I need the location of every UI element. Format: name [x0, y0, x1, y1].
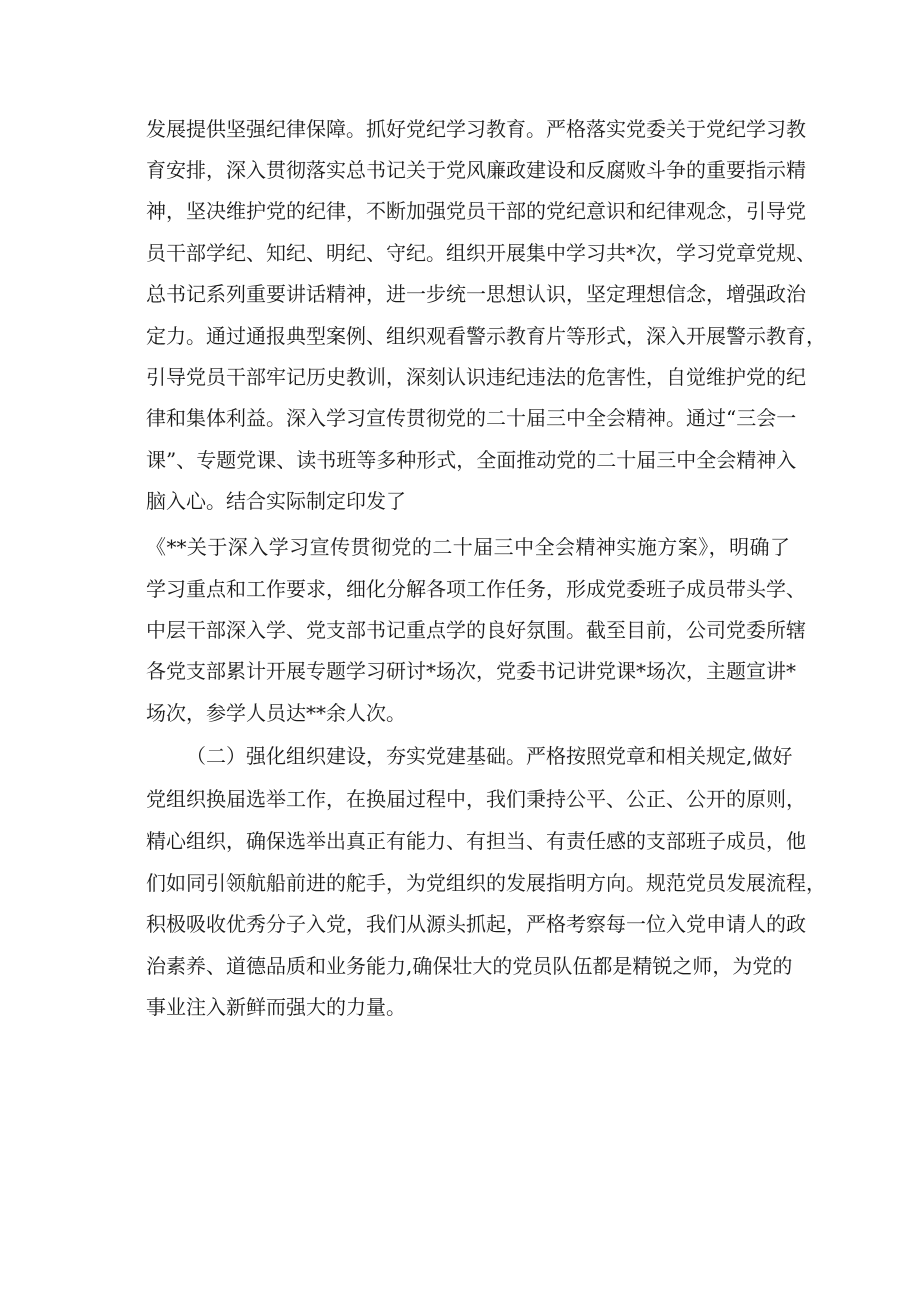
text-line: 神，坚决维护党的纪律，不断加强党员干部的党纪意识和纪律观念，引导党 — [146, 199, 806, 223]
text-line: 总书记系列重要讲话精神，进一步统一思想认识，坚定理想信念，增强政治 — [146, 282, 806, 306]
text-line: 各党支部累计开展专题学习研讨*场次，党委书记讲党课*场次，主题宣讲* — [146, 659, 796, 683]
text-line: 精心组织，确保选举出真正有能力、有担当、有责任感的支部班子成员，他 — [146, 829, 806, 853]
text-line: 学习重点和工作要求，细化分解各项工作任务，形成党委班子成员带头学、 — [146, 577, 806, 601]
text-line: 们如同引领航船前进的舵手，为党组织的发展指明方向。规范党员发展流程， — [146, 871, 826, 895]
text-line: 引导党员干部牢记历史教训，深刻认识违纪违法的危害性，自觉维护党的纪 — [146, 365, 806, 389]
text-line: 积极吸收优秀分子入党，我们从源头抓起，严格考察每一位入党申请人的政 — [146, 912, 806, 936]
text-line: 律和集体利益。深入学习宣传贯彻党的二十届三中全会精神。通过“三会一 — [146, 406, 797, 430]
text-line: 课”、专题党课、读书班等多种形式，全面推动党的二十届三中全会精神入 — [146, 448, 797, 472]
text-line: 党组织换届选举工作，在换届过程中，我们秉持公平、公正、公开的原则， — [146, 787, 806, 811]
text-line: 中层干部深入学、党支部书记重点学的良好氛围。截至目前，公司党委所辖 — [146, 618, 806, 642]
text-line: 治素养、道德品质和业务能力,确保壮大的党员队伍都是精锐之师，为党的 — [146, 954, 793, 978]
text-line: 定力。通过通报典型案例、组织观看警示教育片等形式，深入开展警示教育， — [146, 324, 826, 348]
text-line: 脑入心。结合实际制定印发了 — [146, 489, 406, 513]
text-line: 场次，参学人员达**余人次。 — [146, 701, 406, 725]
text-line: 事业注入新鲜而强大的力量。 — [146, 995, 406, 1019]
text-line: 育安排，深入贯彻落实总书记关于党风廉政建设和反腐败斗争的重要指示精 — [146, 158, 806, 182]
text-line: 《**关于深入学习宣传贯彻党的二十届三中全会精神实施方案》，明确了 — [146, 535, 790, 559]
text-line: （二）强化组织建设，夯实党建基础。严格按照党章和相关规定,做好 — [186, 744, 793, 768]
text-line: 员干部学纪、知纪、明纪、守纪。组织开展集中学习共*次，学习党章党规、 — [146, 241, 816, 265]
text-line: 发展提供坚强纪律保障。抓好党纪学习教育。严格落实党委关于党纪学习教 — [146, 117, 806, 141]
